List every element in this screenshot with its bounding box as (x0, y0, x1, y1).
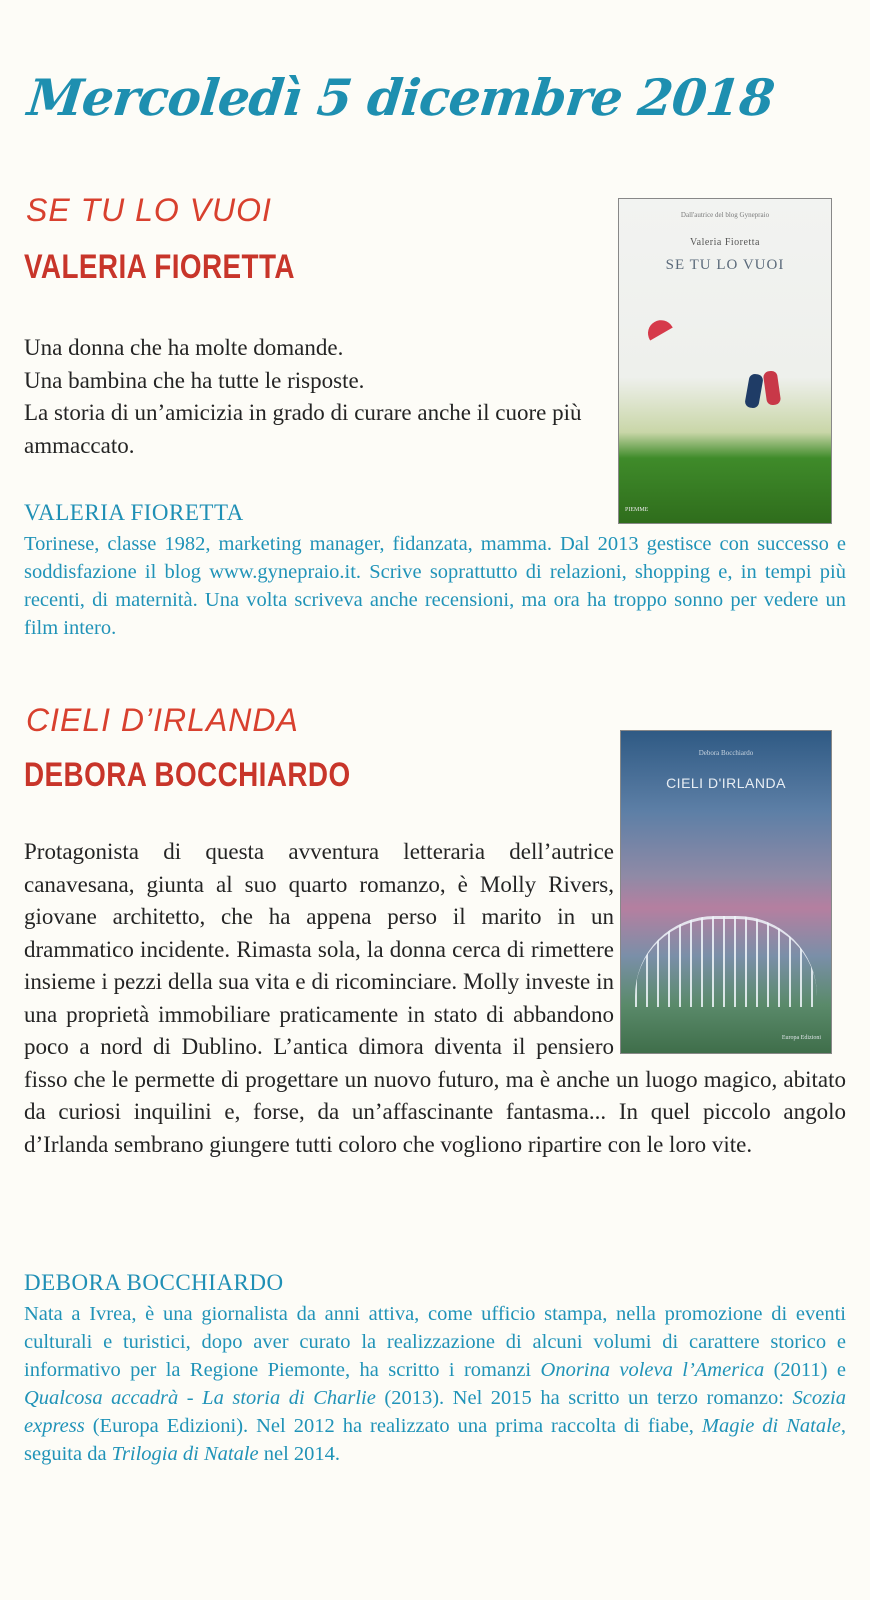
book-description-1 (24, 332, 604, 462)
book-cover-1 (618, 198, 832, 524)
cover-float-spacer (614, 836, 846, 1054)
cover-publisher: PIEMME (625, 507, 649, 513)
book-reference: Magie di Natale (701, 1415, 841, 1437)
bio-heading-1: VALERIA FIORETTA (24, 500, 244, 525)
figure-illustration (744, 373, 764, 409)
bio-text: Nata a Ivrea, è una giornalista da anni attiva, come ufficio stampa, nella promozione di eventi culturali e turistici, dopo aver curato la realizzazione di alcuni volumi di carattere storico e informativo per la Regione Piemonte, ha scritto i romanzi (24, 1303, 846, 1381)
cover-author: Debora Bocchiardo (698, 749, 754, 757)
author-bio-1: Torinese, classe 1982, marketing manager, fidanzata, mamma. Dal 2013 gestisce con successo e soddisfazione il blog www.gynepraio.it. Scrive soprattutto di relazioni, shopping e, in tempi più recenti, di maternità. Una volta scriveva anche recensioni, ma ora ha troppo sonno per vedere un film intero. (24, 533, 846, 639)
event-date-title: Mercoledì 5 dicembre 2018 (24, 68, 777, 127)
description-line: Una donna che ha molte domande. (24, 335, 344, 360)
figure-illustration (763, 370, 782, 406)
book-reference: Qualcosa accadrà - La storia di Charlie (24, 1387, 376, 1409)
cover-title: CIELI D'IRLANDA (666, 775, 786, 791)
book-reference: Onorina voleva l’America (540, 1359, 765, 1381)
bio-text: , seguita da (24, 1415, 846, 1465)
author-name-2: DEBORA BOCCHIARDO (24, 756, 351, 794)
bio-heading-2: DEBORA BOCCHIARDO (24, 1270, 284, 1295)
bio-text: (2013). Nel 2015 ha scritto un terzo romanzo: (375, 1387, 793, 1409)
bio-text: (Europa Edizioni). Nel 2012 ha realizzato una prima raccolta di fiabe, (84, 1415, 702, 1437)
description-text: Protagonista di questa avventura letteraria dell’autrice canavesana, giunta al suo quarto romanzo, è Molly Rivers, giovane architetto, che ha appena perso il marito in un drammatico incidente. Rimasta sola, la donna cerca di rimettere insieme i pezzi della sua vita e di ricominciare. Molly investe in una proprietà immobiliare praticamente in stato di abbandono poco a nord di Dublino. L’antica dimora diventa il pensiero fisso che le permette di progettare un nuovo futuro, ma è anche un luogo magico, abitato da curiosi inquilini e, forse, da un’affascinante fantasma... In quel piccolo angolo d’Irlanda sembrano giungere tutti coloro che vogliono ripartire con le loro vite. (24, 839, 846, 1157)
bio-text: nel 2014. (258, 1443, 341, 1465)
book-title-1: SE TU LO VUOI (26, 192, 272, 228)
book-reference: Scozia express (24, 1387, 846, 1437)
cover-title: SE TU LO VUOI (665, 257, 785, 273)
book-description-2 (24, 836, 846, 1161)
book-title-2: CIELI D’IRLANDA (26, 702, 299, 738)
cover-series-text: Dall'autrice del blog Gynepraio (680, 211, 770, 219)
bio-text: (2011) e (764, 1359, 846, 1381)
book-reference: Trilogia di Natale (111, 1443, 259, 1465)
author-bio-2 (24, 1300, 846, 1468)
author-name-1: VALERIA FIORETTA (24, 248, 295, 286)
umbrella-illustration (643, 315, 673, 340)
cover-publisher: Europa Edizioni (781, 1035, 821, 1041)
description-line: La storia di un’amicizia in grado di curare anche il cuore più ammaccato. (24, 400, 582, 458)
cover-author: Valeria Fioretta (690, 237, 760, 248)
description-line: Una bambina che ha tutte le risposte. (24, 367, 365, 393)
